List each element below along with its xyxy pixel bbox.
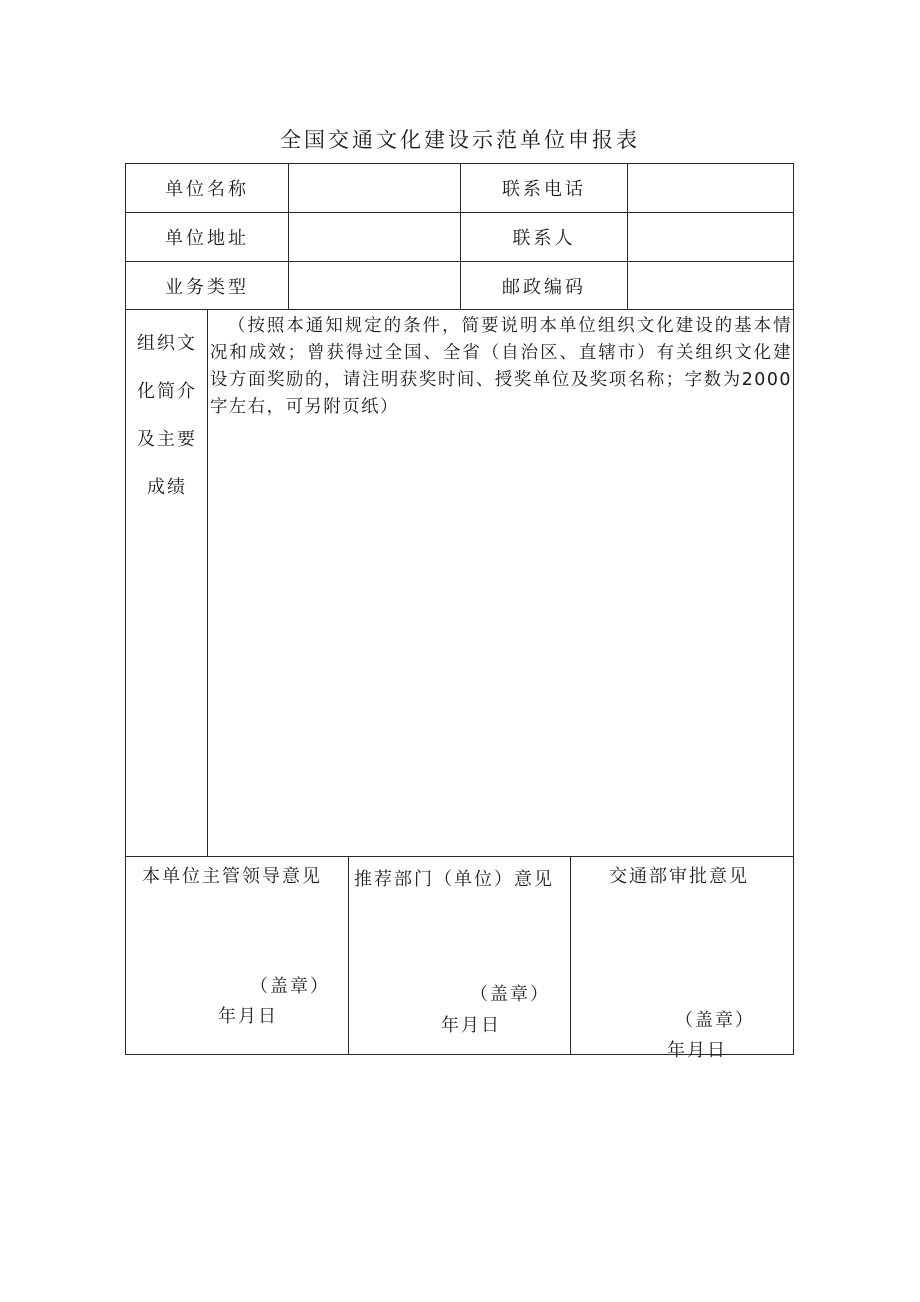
contact-person-field[interactable] — [628, 213, 793, 261]
summary-label-line: 及主要 — [137, 429, 197, 450]
recommending-dept-seal: （盖章） — [470, 984, 550, 1005]
recommending-dept-opinion-title: 推荐部门（单位）意见 — [354, 869, 554, 890]
unit-leader-date: 年月日 — [218, 1006, 278, 1027]
unit-name-label: 单位名称 — [165, 179, 249, 200]
business-type-label: 业务类型 — [165, 276, 249, 298]
phone-field[interactable] — [628, 164, 793, 212]
ministry-approval-seal: （盖章） — [675, 1010, 755, 1031]
summary-label-line: 化简介 — [137, 381, 197, 402]
summary-content-area[interactable] — [208, 430, 793, 856]
column-divider — [348, 856, 349, 1055]
postal-code-label: 邮政编码 — [502, 276, 586, 298]
unit-address-field[interactable] — [289, 213, 460, 261]
summary-label-line: 成绩 — [147, 477, 187, 498]
unit-address-label: 单位地址 — [165, 228, 249, 249]
row-divider — [125, 856, 794, 857]
phone-label: 联系电话 — [502, 179, 586, 200]
contact-person-label: 联系人 — [512, 228, 576, 249]
summary-label — [126, 320, 208, 512]
unit-leader-opinion-title: 本单位主管领导意见 — [142, 866, 322, 887]
unit-name-field[interactable] — [289, 164, 460, 212]
unit-leader-seal: （盖章） — [250, 976, 330, 997]
ministry-approval-date: 年月日 — [667, 1040, 727, 1061]
form-title: 全国交通文化建设示范单位申报表 — [280, 128, 640, 152]
column-divider — [570, 856, 571, 1055]
postal-code-field[interactable] — [628, 262, 793, 309]
business-type-field[interactable] — [289, 262, 460, 309]
ministry-approval-opinion-title: 交通部审批意见 — [609, 866, 749, 887]
recommending-dept-date: 年月日 — [441, 1015, 501, 1036]
summary-instructions: （按照本通知规定的条件，简要说明本单位组织文化建设的基本情况和成效；曾获得过全国、全省（自治区、直辖市）有关组织文化建设方面奖励的，请注明获奖时间、授奖单位及奖项名称；字数为2000字左右，可另附页纸） — [210, 316, 792, 417]
summary-label-line: 组织文 — [137, 333, 197, 354]
